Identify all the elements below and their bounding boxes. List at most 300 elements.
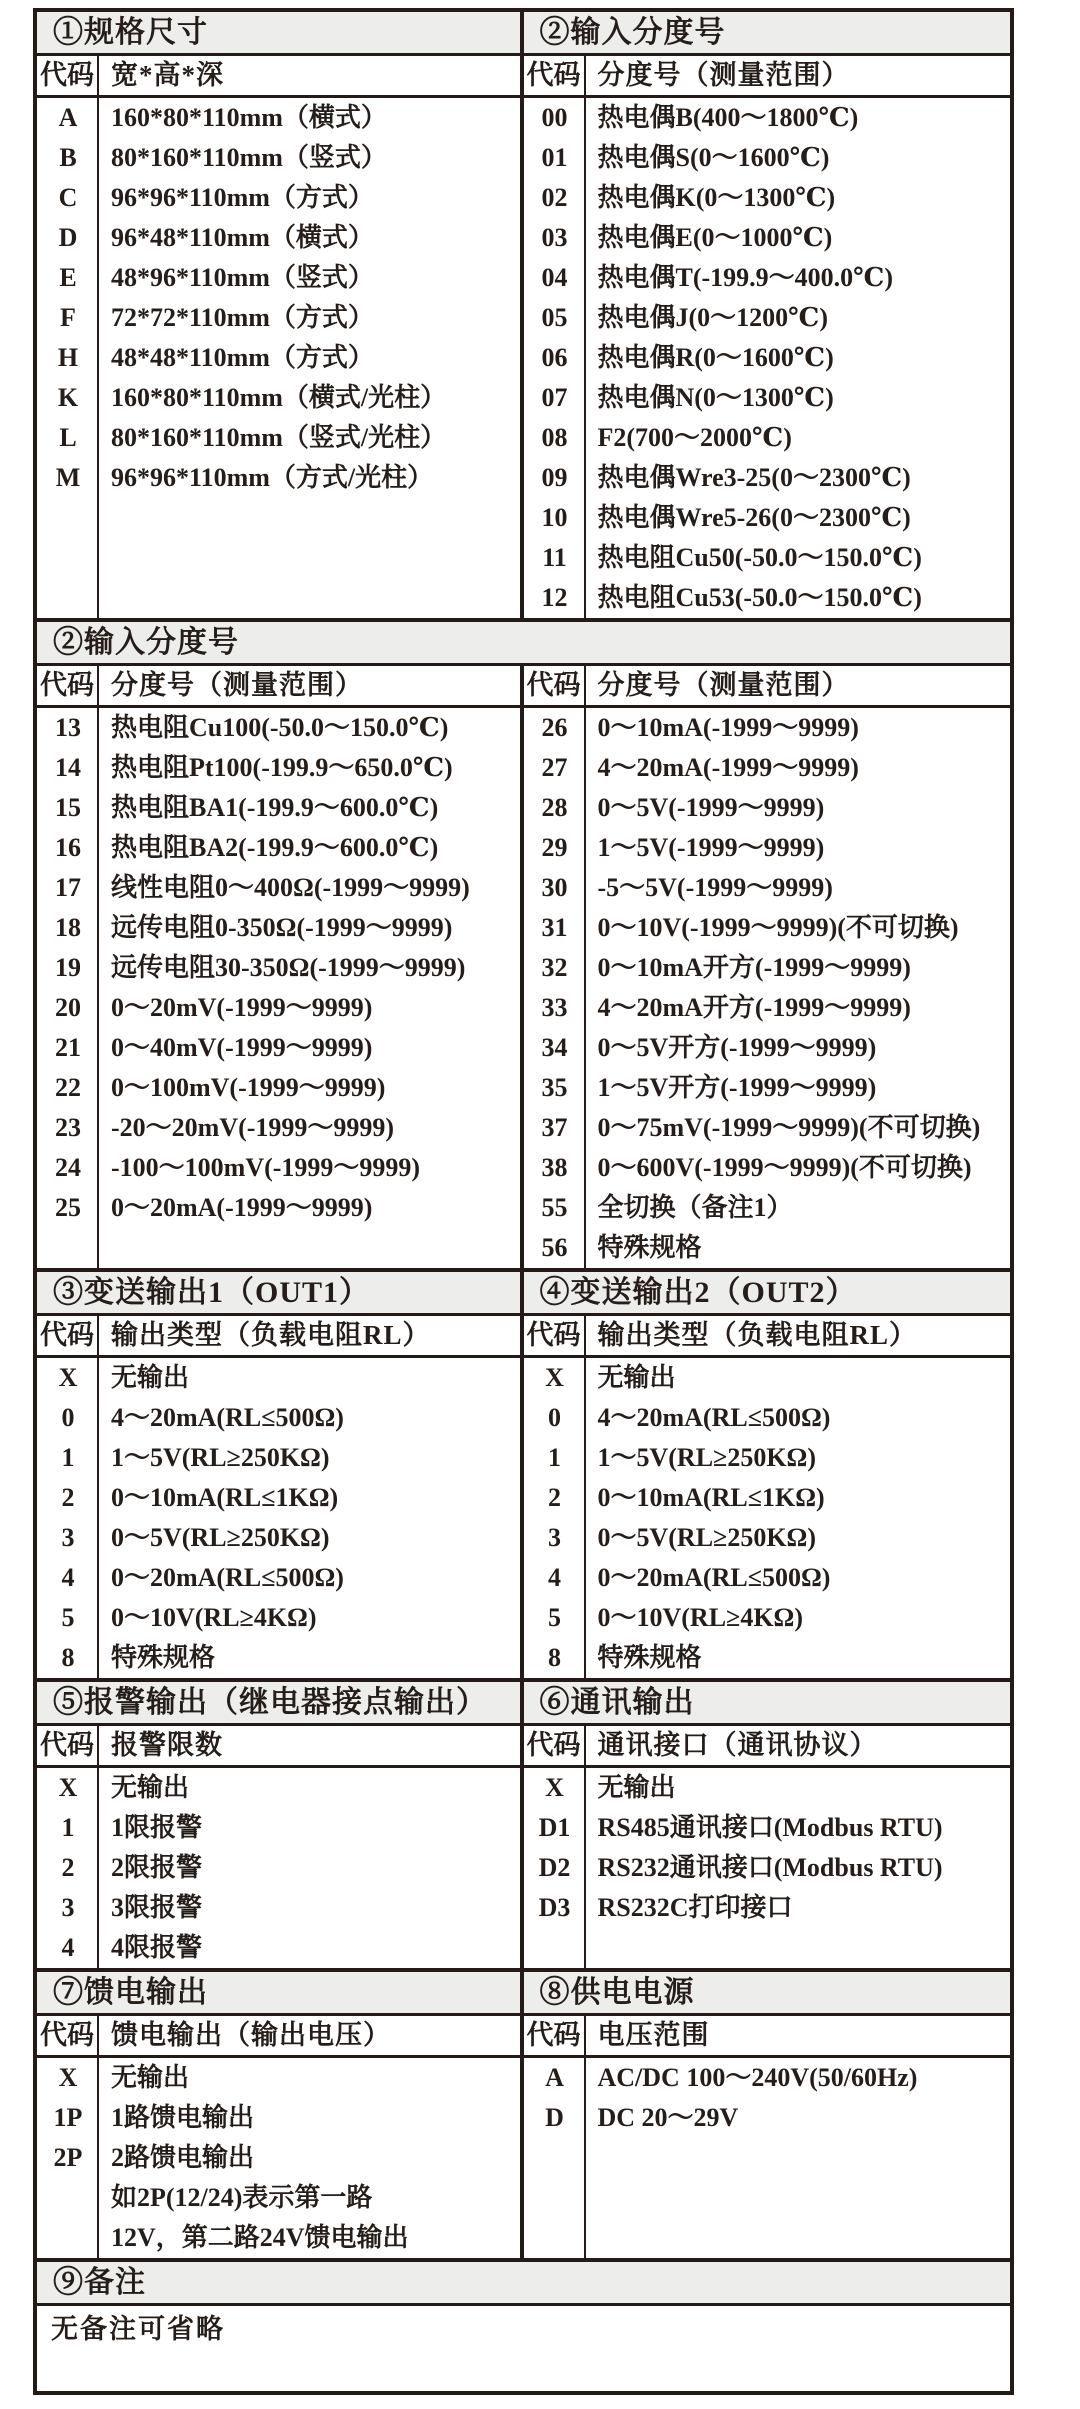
code-cell: D (58, 223, 78, 252)
code-cell: 22 (55, 1073, 81, 1102)
code-cell: 09 (541, 463, 568, 492)
table-row (37, 948, 520, 988)
column-header-code: 代码 (37, 1316, 99, 1355)
column-header-code: 代码 (524, 666, 586, 705)
desc-cell: 热电阻Cu100(-50.0～150.0℃) (111, 713, 449, 742)
code-cell: 25 (55, 1193, 81, 1222)
desc-cell: 远传电阻0-350Ω(-1999～9999) (111, 913, 453, 942)
code-cell: 8 (61, 1643, 75, 1672)
table-row (524, 948, 1011, 988)
section-comm-output-banner: ⑥通讯输出 (524, 1682, 1011, 1726)
comm-rows (524, 1768, 1011, 1968)
desc-cell: 热电偶K(0～1300℃) (597, 183, 836, 212)
desc-cell: 4～20mA(RL≤500Ω) (597, 1403, 831, 1432)
table-row (524, 1768, 1011, 1808)
column-header-code: 代码 (524, 1316, 586, 1355)
band-input-continued (37, 618, 1010, 1268)
code-cell: D3 (538, 1893, 571, 1922)
code-cell: 55 (541, 1193, 568, 1222)
table-row (37, 258, 520, 298)
section-out2 (524, 1272, 1011, 1678)
table-row (524, 458, 1011, 498)
code-cell: 12 (541, 583, 568, 612)
desc-cell: 热电阻BA1(-199.9～600.0℃) (111, 793, 439, 822)
code-cell: 5 (61, 1603, 75, 1632)
desc-cell: 特殊规格 (111, 1643, 216, 1672)
code-cell: 29 (541, 833, 568, 862)
code-cell: 24 (55, 1153, 81, 1182)
table-row (37, 1478, 520, 1518)
code-cell: 4 (61, 1563, 75, 1592)
table-row (37, 908, 520, 948)
section-spec-size-banner: ①规格尺寸 (37, 12, 520, 56)
desc-cell: 如2P(12/24)表示第一路 (111, 2183, 373, 2212)
band-alarm-and-comm (37, 1678, 1010, 1968)
code-cell (37, 2178, 99, 2218)
out1-header-row (37, 1316, 520, 1358)
table-row (37, 298, 520, 338)
out2-rows (524, 1358, 1011, 1678)
feed-header-row (37, 2016, 520, 2058)
code-cell: 05 (541, 303, 568, 332)
table-row (524, 538, 1011, 578)
table-row (524, 988, 1011, 1028)
code-cell: 26 (541, 713, 568, 742)
code-cell: 08 (541, 423, 568, 452)
code-cell: 35 (541, 1073, 568, 1102)
section-spec-size (37, 12, 520, 618)
out2-header-row (524, 1316, 1011, 1358)
table-row (524, 908, 1011, 948)
section-input-division-banner: ②输入分度号 (524, 12, 1011, 56)
desc-cell: 0～10mA(RL≤1KΩ) (111, 1483, 339, 1512)
code-cell: F (60, 303, 76, 332)
desc-cell: 80*160*110mm（竖式） (111, 143, 387, 172)
band-feed-and-power (37, 1968, 1010, 2258)
desc-cell: 96*96*110mm（方式） (111, 183, 374, 212)
desc-cell: 160*80*110mm（横式/光柱） (111, 383, 447, 412)
desc-cell: 热电阻BA2(-199.9～600.0℃) (111, 833, 439, 862)
desc-cell: 无输出 (111, 1773, 190, 1802)
desc-cell: 热电偶S(0～1600℃) (597, 143, 830, 172)
desc-cell: 热电偶J(0～1200℃) (597, 303, 828, 332)
table-row (37, 178, 520, 218)
table-row (524, 1848, 1011, 1888)
input-cont-left-header-row (37, 666, 520, 708)
code-cell: L (59, 423, 77, 452)
table-row (524, 1808, 1011, 1848)
section-alarm-output-banner: ⑤报警输出（继电器接点输出） (37, 1682, 520, 1726)
alarm-rows (37, 1768, 520, 1968)
table-row (37, 1398, 520, 1438)
table-row (37, 338, 520, 378)
band-notes (37, 2258, 1010, 2352)
code-cell: 1P (53, 2103, 83, 2132)
table-row (524, 498, 1011, 538)
desc-cell: 96*48*110mm（横式） (111, 223, 374, 252)
desc-cell: 4～20mA开方(-1999～9999) (597, 993, 911, 1022)
desc-cell: AC/DC 100～240V(50/60Hz) (597, 2063, 918, 2092)
desc-cell: 4～20mA(-1999～9999) (597, 753, 859, 782)
desc-cell: RS232C打印接口 (597, 1893, 793, 1922)
desc-cell: 热电偶Wre3-25(0～2300℃) (597, 463, 911, 492)
desc-cell: 4～20mA(RL≤500Ω) (111, 1403, 344, 1432)
column-header-code: 代码 (524, 2016, 586, 2055)
section-comm-output (524, 1682, 1011, 1968)
desc-cell: 线性电阻0～400Ω(-1999～9999) (111, 873, 470, 902)
code-cell: 34 (541, 1033, 568, 1062)
section-input-division (524, 12, 1011, 618)
desc-cell: 0～20mA(RL≤500Ω) (111, 1563, 344, 1592)
column-header-desc: 分度号（测量范围） (597, 60, 850, 90)
table-row (37, 1768, 520, 1808)
code-cell: 23 (55, 1113, 81, 1142)
code-cell: A (545, 2063, 564, 2092)
table-row (524, 1028, 1011, 1068)
code-cell: 38 (541, 1153, 568, 1182)
code-cell: 2P (53, 2143, 83, 2172)
table-row (37, 1848, 520, 1888)
table-row (37, 1108, 520, 1148)
desc-cell: 48*96*110mm（竖式） (111, 263, 374, 292)
section-out2-banner: ④变送输出2（OUT2） (524, 1272, 1011, 1316)
code-cell: 0 (61, 1403, 75, 1432)
code-cell: 2 (61, 1483, 75, 1512)
code-cell: 33 (541, 993, 568, 1022)
table-row (524, 418, 1011, 458)
table-row (524, 1478, 1011, 1518)
table-row (524, 868, 1011, 908)
code-cell: 11 (542, 543, 567, 572)
section-power-supply (524, 1972, 1011, 2258)
desc-cell: 热电偶R(0～1600℃) (597, 343, 834, 372)
desc-cell: 0～10V(RL≥4KΩ) (111, 1603, 317, 1632)
section-power-supply-banner: ⑧供电电源 (524, 1972, 1011, 2016)
desc-cell: 特殊规格 (597, 1643, 702, 1672)
code-cell: 15 (55, 793, 81, 822)
desc-cell: 0～10mA(-1999～9999) (597, 713, 859, 742)
power-header-row (524, 2016, 1011, 2058)
desc-cell: 热电阻Cu53(-50.0～150.0℃) (597, 583, 922, 612)
desc-cell: 0～20mV(-1999～9999) (111, 993, 373, 1022)
table-row (524, 748, 1011, 788)
desc-cell: 热电偶E(0～1000℃) (597, 223, 833, 252)
code-cell: 19 (55, 953, 81, 982)
desc-cell: 1路馈电输出 (111, 2103, 255, 2132)
desc-cell: 1～5V(RL≥250KΩ) (597, 1443, 817, 1472)
desc-cell: 0～10V(RL≥4KΩ) (597, 1603, 804, 1632)
table-row (524, 1228, 1011, 1268)
input-cont-right-header-row (524, 666, 1011, 708)
desc-cell: 热电偶Wre5-26(0～2300℃) (597, 503, 911, 532)
table-row (37, 2138, 520, 2178)
table-row (37, 458, 520, 498)
table-row (524, 1888, 1011, 1928)
code-cell: X (545, 1363, 564, 1392)
table-row (524, 1558, 1011, 1598)
code-cell: 02 (541, 183, 568, 212)
band-spec-and-input (37, 12, 1010, 618)
section-input-division-right (524, 666, 1011, 1268)
desc-cell: 4限报警 (111, 1933, 203, 1962)
column-header-desc: 输出类型（负载电阻RL） (111, 1320, 431, 1350)
desc-cell: 1～5V开方(-1999～9999) (597, 1073, 877, 1102)
column-header-desc: 输出类型（负载电阻RL） (597, 1320, 918, 1350)
column-header-desc: 分度号（测量范围） (597, 670, 850, 700)
table-row (524, 218, 1011, 258)
code-cell: H (57, 343, 79, 372)
input-cont-right-rows (524, 708, 1011, 1268)
column-header-desc: 电压范围 (597, 2020, 710, 2050)
table-row (524, 258, 1011, 298)
desc-cell: 0～75mV(-1999～9999)(不可切换) (597, 1113, 981, 1142)
table-row (524, 1518, 1011, 1558)
code-cell: 31 (541, 913, 568, 942)
code-cell: 13 (55, 713, 81, 742)
table-row (524, 1398, 1011, 1438)
code-cell: 4 (61, 1933, 75, 1962)
code-cell: K (57, 383, 79, 412)
column-header-desc: 通讯接口（通讯协议） (597, 1730, 878, 1760)
code-cell: X (58, 2063, 78, 2092)
code-cell: X (58, 1363, 78, 1392)
table-row (37, 868, 520, 908)
code-cell: D2 (538, 1853, 571, 1882)
section-feed-output-banner: ⑦馈电输出 (37, 1972, 520, 2016)
table-row (524, 788, 1011, 828)
code-cell: 27 (541, 753, 568, 782)
desc-cell: 无输出 (597, 1773, 676, 1802)
code-cell: 00 (541, 103, 568, 132)
desc-cell: 0～5V(RL≥250KΩ) (597, 1523, 817, 1552)
desc-cell: 1～5V(-1999～9999) (597, 833, 825, 862)
desc-cell: -20～20mV(-1999～9999) (111, 1113, 395, 1142)
code-cell: 1 (61, 1443, 75, 1472)
code-cell: X (545, 1773, 564, 1802)
table-row (524, 1358, 1011, 1398)
desc-cell: 无输出 (111, 1363, 190, 1392)
column-header-desc: 分度号（测量范围） (111, 670, 363, 700)
spec-rows (37, 98, 520, 618)
code-cell: 5 (548, 1603, 561, 1632)
desc-cell: 2路馈电输出 (111, 2143, 255, 2172)
table-row (37, 1148, 520, 1188)
desc-cell: 热电偶T(-199.9～400.0℃) (597, 263, 893, 292)
table-row (37, 788, 520, 828)
table-row (524, 178, 1011, 218)
code-cell: 28 (541, 793, 568, 822)
desc-cell: 0～40mV(-1999～9999) (111, 1033, 373, 1062)
code-cell: D1 (538, 1813, 571, 1842)
code-cell: 37 (541, 1113, 568, 1142)
code-cell: 07 (541, 383, 568, 412)
section-out1-banner: ③变送输出1（OUT1） (37, 1272, 520, 1316)
table-row (37, 2098, 520, 2138)
comm-header-row (524, 1726, 1011, 1768)
input-cont-left-rows (37, 708, 520, 1268)
desc-cell: 2限报警 (111, 1853, 203, 1882)
table-row (37, 1358, 520, 1398)
table-row (37, 708, 520, 748)
table-row (37, 2058, 520, 2098)
power-rows (524, 2058, 1011, 2258)
column-header-code: 代码 (37, 56, 99, 95)
code-cell: 01 (541, 143, 568, 172)
out1-rows (37, 1358, 520, 1678)
table-row (524, 1638, 1011, 1678)
table-row (37, 418, 520, 458)
code-cell: 1 (548, 1443, 561, 1472)
desc-cell: 96*96*110mm（方式/光柱） (111, 463, 434, 492)
table-row (37, 98, 520, 138)
table-row (524, 1068, 1011, 1108)
code-cell: 18 (55, 913, 81, 942)
section-feed-output (37, 1972, 520, 2258)
code-cell: 3 (548, 1523, 561, 1552)
section-input-division-cont-banner: ②输入分度号 (37, 622, 1010, 666)
desc-cell: 无输出 (597, 1363, 676, 1392)
code-cell: 14 (55, 753, 81, 782)
desc-cell: -5～5V(-1999～9999) (597, 873, 833, 902)
table-row (524, 338, 1011, 378)
desc-cell: 热电偶N(0～1300℃) (597, 383, 834, 412)
table-row (37, 1558, 520, 1598)
desc-cell: 热电偶B(400～1800℃) (597, 103, 859, 132)
table-row (37, 1598, 520, 1638)
desc-cell: 80*160*110mm（竖式/光柱） (111, 423, 447, 452)
desc-cell: 全切换（备注1） (597, 1193, 793, 1222)
table-row (524, 1598, 1011, 1638)
table-row (37, 1068, 520, 1108)
table-row (524, 578, 1011, 618)
code-cell: 10 (541, 503, 568, 532)
code-cell: E (59, 263, 77, 292)
code-cell: M (55, 463, 81, 492)
alarm-header-row (37, 1726, 520, 1768)
code-cell: 3 (61, 1893, 75, 1922)
code-cell: X (58, 1773, 78, 1802)
desc-cell: 0～600V(-1999～9999)(不可切换) (597, 1153, 972, 1182)
desc-cell: F2(700～2000℃) (597, 423, 792, 452)
code-cell: 17 (55, 873, 81, 902)
desc-cell: 3限报警 (111, 1893, 203, 1922)
code-cell: 8 (548, 1643, 561, 1672)
desc-cell: 0～20mA(-1999～9999) (111, 1193, 373, 1222)
table-row (37, 2178, 520, 2218)
input-header-row (524, 56, 1011, 98)
desc-cell: RS232通讯接口(Modbus RTU) (597, 1853, 943, 1882)
column-header-code: 代码 (37, 2016, 99, 2055)
table-row (524, 2058, 1011, 2098)
desc-cell: 无输出 (111, 2063, 190, 2092)
table-row (524, 1188, 1011, 1228)
table-row (37, 138, 520, 178)
table-row (37, 218, 520, 258)
desc-cell: 0～5V开方(-1999～9999) (597, 1033, 877, 1062)
desc-cell: 0～5V(RL≥250KΩ) (111, 1523, 330, 1552)
table-row (524, 98, 1011, 138)
code-cell: A (58, 103, 78, 132)
code-cell: 03 (541, 223, 568, 252)
table-row (37, 1928, 520, 1968)
desc-cell: -100～100mV(-1999～9999) (111, 1153, 421, 1182)
desc-cell: 1限报警 (111, 1813, 203, 1842)
column-header-desc: 宽*高*深 (111, 60, 224, 90)
column-header-code: 代码 (524, 1726, 586, 1765)
notes-text: 无备注可省略 (51, 2314, 225, 2344)
desc-cell: 72*72*110mm（方式） (111, 303, 374, 332)
table-row (524, 298, 1011, 338)
table-row (524, 1108, 1011, 1148)
desc-cell: 0～100mV(-1999～9999) (111, 1073, 386, 1102)
table-row (37, 988, 520, 1028)
desc-cell: RS485通讯接口(Modbus RTU) (597, 1813, 943, 1842)
desc-cell: 远传电阻30-350Ω(-1999～9999) (111, 953, 466, 982)
desc-cell: 0～10mA开方(-1999～9999) (597, 953, 911, 982)
table-row (37, 378, 520, 418)
desc-cell: 特殊规格 (597, 1233, 702, 1262)
code-cell: 1 (61, 1813, 75, 1842)
desc-cell: 0～10V(-1999～9999)(不可切换) (597, 913, 959, 942)
code-cell: 20 (55, 993, 81, 1022)
desc-cell: 热电阻Cu50(-50.0～150.0℃) (597, 543, 922, 572)
table-row (524, 378, 1011, 418)
section-alarm-output (37, 1682, 520, 1968)
code-cell: 2 (548, 1483, 561, 1512)
table-row (524, 2098, 1011, 2138)
input-rows (524, 98, 1011, 618)
feed-rows (37, 2058, 520, 2258)
code-cell: 3 (61, 1523, 75, 1552)
desc-cell: DC 20～29V (597, 2103, 739, 2132)
code-cell: 4 (548, 1563, 561, 1592)
desc-cell: 160*80*110mm（横式） (111, 103, 387, 132)
table-row (37, 1808, 520, 1848)
ordering-code-table (33, 8, 1014, 2395)
code-cell: 32 (541, 953, 568, 982)
desc-cell: 0～5V(-1999～9999) (597, 793, 825, 822)
code-cell: B (59, 143, 77, 172)
table-row (524, 1148, 1011, 1188)
code-cell: 06 (541, 343, 568, 372)
table-row (37, 748, 520, 788)
table-row (37, 1888, 520, 1928)
desc-cell: 0～10mA(RL≤1KΩ) (597, 1483, 825, 1512)
table-row (37, 1638, 520, 1678)
spec-header-row (37, 56, 520, 98)
column-header-code: 代码 (524, 56, 586, 95)
desc-cell: 48*48*110mm（方式） (111, 343, 374, 372)
table-row (524, 1438, 1011, 1478)
table-row (37, 1188, 520, 1228)
code-cell: 2 (61, 1853, 75, 1882)
band-transmit-outputs (37, 1268, 1010, 1678)
code-cell (37, 2218, 99, 2258)
table-row (524, 138, 1011, 178)
table-row (524, 828, 1011, 868)
code-cell: 16 (55, 833, 81, 862)
desc-cell: 12V，第二路24V馈电输出 (111, 2223, 409, 2252)
section-notes-banner: ⑨备注 (37, 2262, 1010, 2306)
table-row (37, 1028, 520, 1068)
code-cell: 56 (541, 1233, 568, 1262)
table-row (524, 708, 1011, 748)
section-input-division-left (37, 666, 520, 1268)
desc-cell: 1～5V(RL≥250KΩ) (111, 1443, 330, 1472)
table-row (37, 1438, 520, 1478)
table-row (37, 828, 520, 868)
column-header-desc: 报警限数 (111, 1730, 223, 1760)
